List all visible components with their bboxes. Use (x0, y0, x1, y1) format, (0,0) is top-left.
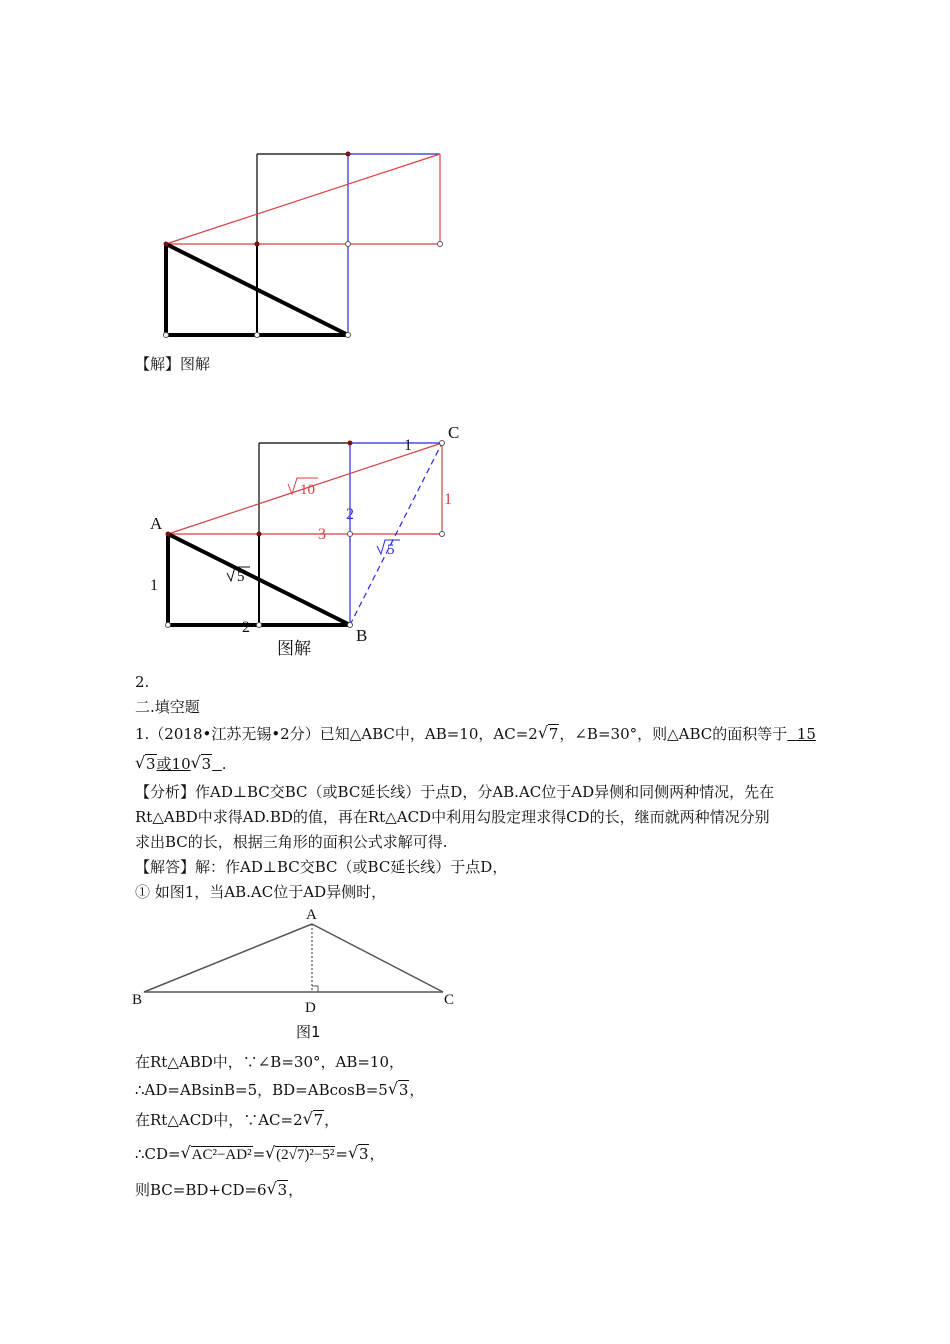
analysis-line3: 求出BC的长，根据三角形的面积公式求解可得. (135, 833, 448, 851)
segment-label-1-top: 1 (404, 437, 412, 454)
question-1-mid: ，∠B=30°，则△ABC的面积等于 (559, 725, 788, 743)
solution-step5: 则BC=BD+CD=6√ 3， (135, 1180, 303, 1200)
vertex-a-label: A (150, 514, 163, 533)
tri-vertex-d: D (305, 1000, 316, 1016)
segment-label-sqrt10: 10 (300, 482, 315, 498)
tri-vertex-a: A (306, 907, 317, 923)
vertex-c-label: C (448, 423, 460, 442)
analysis-line2: Rt△ABD中求得AD.BD的值，再在Rt△ACD中利用勾股定理求得CD的长，继而就两种情况分别 (135, 808, 770, 826)
grid-figure-1 (150, 140, 460, 345)
solution-step4: ∴CD=√ AC²−AD²=√ (2√7)²−5²=√ 3， (135, 1144, 385, 1165)
answer-blank-part1: 15 (796, 725, 816, 743)
question-1-line1 (135, 724, 816, 744)
triangle-figure-1 (128, 903, 468, 1043)
solution-step3: 在Rt△ACD中，∵AC=2√ 7， (135, 1110, 339, 1130)
tri-vertex-c: C (444, 992, 455, 1008)
answer-blank-part2: √ 3或10√ 3 (135, 755, 222, 773)
segment-label-sqrt5-b: 5 (387, 542, 395, 558)
question-1-line2: √ 3或10√ 3 . (135, 754, 227, 774)
item-2: 2. (135, 673, 150, 691)
grid-figure-2 (140, 418, 480, 663)
figure1-caption: 【解】图解 (135, 355, 211, 373)
tri-vertex-b: B (132, 992, 143, 1008)
segment-label-2-bottom: 2 (242, 619, 250, 636)
section-heading: 二.填空题 (135, 698, 200, 716)
segment-label-1-left: 1 (150, 577, 158, 594)
segment-label-3: 3 (318, 526, 326, 543)
question-1-prefix: 1.（2018•江苏无锡•2分）已知△ABC中，AB=10，AC=2 (135, 725, 538, 743)
segment-label-sqrt5-a: 5 (237, 569, 245, 585)
solution-step2: ∴AD=ABsinB=5，BD=ABcosB=5√ 3， (135, 1080, 424, 1100)
analysis-line1: 【分析】作AD⊥BC交BC（或BC延长线）于点D，分AB.AC位于AD异侧和同侧两种情况，先在 (135, 783, 775, 801)
figure3-caption: 图1 (296, 1023, 321, 1041)
segment-label-2-mid: 2 (346, 506, 354, 523)
vertex-b-label: B (356, 626, 368, 645)
answer-line1: 【解答】解：作AD⊥BC交BC（或BC延长线）于点D， (135, 858, 508, 876)
segment-label-1-right: 1 (444, 491, 452, 508)
figure2-caption: 图解 (277, 639, 311, 659)
solution-step1: 在Rt△ABD中，∵∠B=30°，AB=10， (135, 1053, 404, 1071)
radical-7: √ 7 (538, 724, 560, 744)
case-1-line: ① 如图1，当AB.AC位于AD异侧时， (135, 883, 387, 901)
